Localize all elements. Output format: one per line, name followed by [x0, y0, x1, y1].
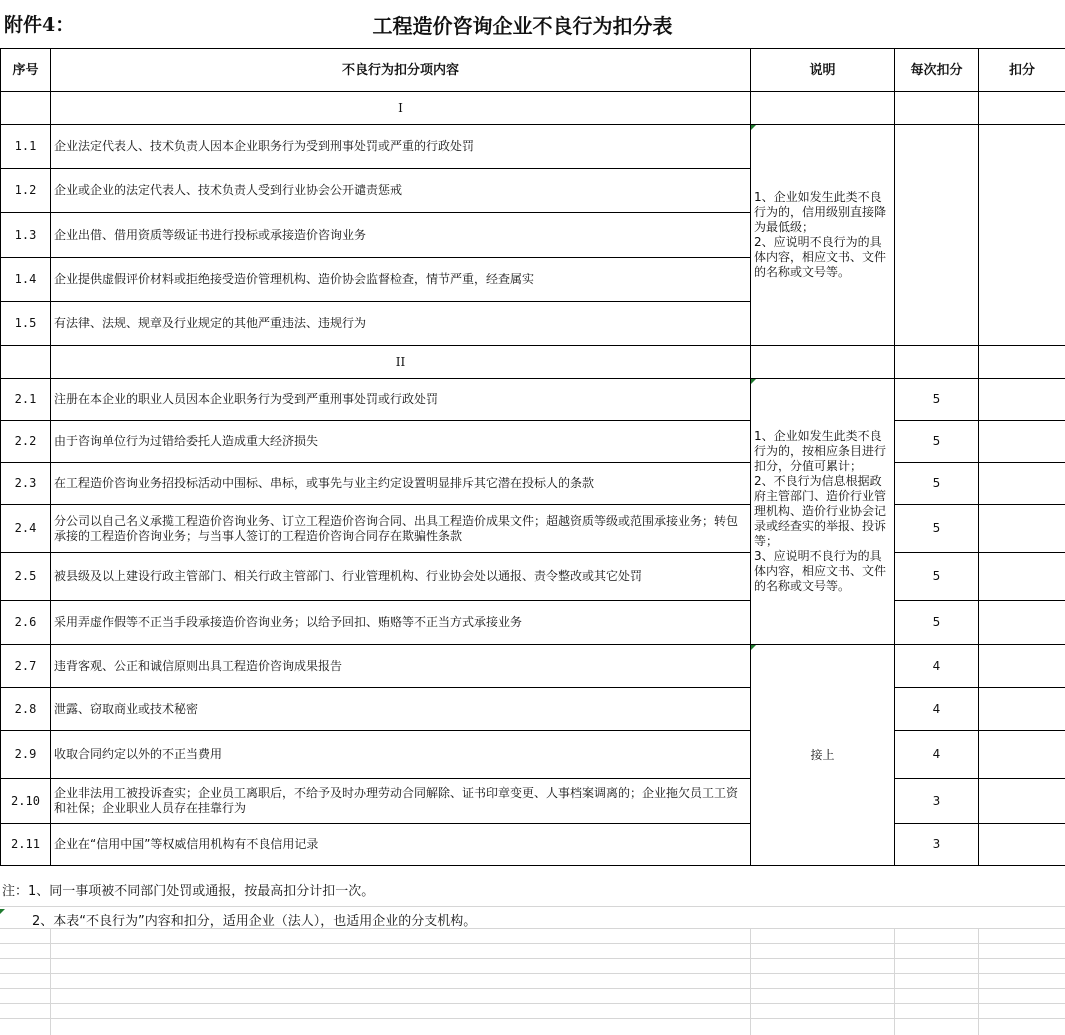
deduction-table: [0, 48, 1065, 866]
grid-line: [50, 928, 51, 1035]
table-cell[interactable]: [751, 92, 895, 125]
section1-note[interactable]: [751, 125, 895, 346]
row-per-deduction[interactable]: 5: [895, 553, 979, 601]
row-score[interactable]: [979, 645, 1065, 688]
grid-line: [978, 928, 979, 1035]
header-per-deduction[interactable]: 每次扣分: [895, 49, 979, 92]
table-cell[interactable]: [1, 346, 51, 379]
footnote-2[interactable]: 2、本表“不良行为”内容和扣分，适用企业（法人），也适用企业的分支机构。: [32, 914, 477, 929]
row-score[interactable]: [979, 505, 1065, 553]
row-per-deduction[interactable]: 5: [895, 601, 979, 645]
table-row: [1, 505, 1065, 553]
table-cell[interactable]: [979, 92, 1065, 125]
row-no[interactable]: 2.8: [1, 688, 51, 731]
table-header-row: [1, 49, 1065, 92]
row-no[interactable]: 2.6: [1, 601, 51, 645]
row-score[interactable]: [979, 824, 1065, 866]
sheet-title: [0, 10, 1065, 39]
row-score[interactable]: [979, 421, 1065, 463]
row-text[interactable]: 企业非法用工被投诉查实；企业员工离职后，不给予及时办理劳动合同解除、证书印章变更、人事档案调离的；企业拖欠员工工资和社保；企业职业人员存在挂靠行为: [51, 779, 751, 824]
row-score[interactable]: [979, 553, 1065, 601]
header-note[interactable]: 说明: [751, 49, 895, 92]
row-score[interactable]: [979, 379, 1065, 421]
table-row: [1, 645, 1065, 688]
table-row: [1, 731, 1065, 779]
section2-note-continued[interactable]: [751, 645, 895, 866]
grid-line: [0, 1018, 1065, 1019]
table-row: [1, 125, 1065, 169]
section-row-2: [1, 346, 1065, 379]
sheet-header: [0, 0, 1065, 48]
row-score[interactable]: [979, 731, 1065, 779]
table-row: [1, 463, 1065, 505]
row-per-deduction[interactable]: 5: [895, 463, 979, 505]
table-cell[interactable]: [979, 346, 1065, 379]
row-per-deduction[interactable]: 4: [895, 645, 979, 688]
row-score[interactable]: [979, 779, 1065, 824]
table-cell[interactable]: [895, 346, 979, 379]
grid-line: [0, 958, 1065, 959]
table-row: [1, 379, 1065, 421]
row-per-deduction[interactable]: 4: [895, 731, 979, 779]
table-row: [1, 824, 1065, 866]
grid-line: [0, 1003, 1065, 1004]
grid-line: [0, 988, 1065, 989]
row-per-deduction[interactable]: 3: [895, 824, 979, 866]
table-row: [1, 421, 1065, 463]
row-no[interactable]: 2.5: [1, 553, 51, 601]
row-score[interactable]: [979, 463, 1065, 505]
row-text[interactable]: 泄露、窃取商业或技术秘密: [51, 688, 751, 731]
row-no[interactable]: 1.1: [1, 125, 51, 169]
annex-label: 附件4：: [4, 14, 75, 36]
header-no[interactable]: 序号: [1, 49, 51, 92]
row-text[interactable]: 被县级及以上建设行政主管部门、相关行政主管部门、行业管理机构、行业协会处以通报、责令整改或其它处罚: [51, 553, 751, 601]
grid-line: [0, 906, 1065, 907]
row-text[interactable]: 企业在“信用中国”等权威信用机构有不良信用记录: [51, 824, 751, 866]
row-text[interactable]: 违背客观、公正和诚信原则出具工程造价咨询成果报告: [51, 645, 751, 688]
section2-note-text: 1、企业如发生此类不良行为的，按相应条目进行扣分，分值可累计； 2、不良行为信息根据政府主管部门、造价行业管理机构、造价行业协会记录或经查实的举报、投诉等； 3、应说明不良行为的具体内容，相应文书、文件的名称或文号等。: [754, 429, 887, 593]
table-cell[interactable]: [751, 346, 895, 379]
row-text[interactable]: 采用弄虚作假等不正当手段承接造价咨询业务；以给予回扣、贿赂等不正当方式承接业务: [51, 601, 751, 645]
header-item[interactable]: 不良行为扣分项内容: [51, 49, 751, 92]
table-row: [1, 553, 1065, 601]
grid-line: [750, 928, 751, 1035]
row-no[interactable]: 2.2: [1, 421, 51, 463]
header-score[interactable]: 扣分: [979, 49, 1065, 92]
row-text[interactable]: 企业出借、借用资质等级证书进行投标或承接造价咨询业务: [51, 213, 751, 258]
section1-note-text: 1、企业如发生此类不良行为的，信用级别直接降为最低级； 2、应说明不良行为的具体内容，相应文书、文件的名称或文号等。: [754, 190, 887, 279]
section-label-2[interactable]: II: [51, 346, 751, 379]
row-per-deduction[interactable]: 3: [895, 779, 979, 824]
grid-line: [0, 928, 1065, 929]
section1-per-cell[interactable]: [895, 125, 979, 346]
row-text[interactable]: 收取合同约定以外的不正当费用: [51, 731, 751, 779]
section2-note[interactable]: [751, 379, 895, 645]
row-no[interactable]: 2.10: [1, 779, 51, 824]
row-text[interactable]: 企业提供虚假评价材料或拒绝接受造价管理机构、造价协会监督检查，情节严重，经查属实: [51, 258, 751, 302]
row-per-deduction[interactable]: 5: [895, 421, 979, 463]
row-no[interactable]: 1.2: [1, 169, 51, 213]
row-text[interactable]: 企业或企业的法定代表人、技术负责人受到行业协会公开谴责惩戒: [51, 169, 751, 213]
row-text[interactable]: 有法律、法规、规章及行业规定的其他严重违法、违规行为: [51, 302, 751, 346]
row-text[interactable]: 企业法定代表人、技术负责人因本企业职务行为受到刑事处罚或严重的行政处罚: [51, 125, 751, 169]
row-text[interactable]: 分公司以自己名义承揽工程造价咨询业务、订立工程造价咨询合同、出具工程造价成果文件；超越资质等级或范围承接业务；转包承接的工程造价咨询业务；与当事人签订的工程造价咨询合同存在欺骗性条款: [51, 505, 751, 553]
sheet-title-text: 工程造价咨询企业不良行为扣分表: [372, 14, 673, 38]
row-no[interactable]: 2.1: [1, 379, 51, 421]
grid-line: [894, 928, 895, 1035]
footnote-1[interactable]: 注：1、同一事项被不同部门处罚或通报，按最高扣分计扣一次。: [2, 884, 375, 899]
cell-comment-marker: [0, 909, 5, 914]
row-no[interactable]: 2.9: [1, 731, 51, 779]
row-no[interactable]: 2.11: [1, 824, 51, 866]
table-cell[interactable]: [1, 92, 51, 125]
grid-line: [0, 943, 1065, 944]
table-cell[interactable]: [895, 92, 979, 125]
row-text[interactable]: 由于咨询单位行为过错给委托人造成重大经济损失: [51, 421, 751, 463]
section-row-1: [1, 92, 1065, 125]
table-row: [1, 601, 1065, 645]
row-text[interactable]: 注册在本企业的职业人员因本企业职务行为受到严重刑事处罚或行政处罚: [51, 379, 751, 421]
row-score[interactable]: [979, 688, 1065, 731]
row-no[interactable]: 2.7: [1, 645, 51, 688]
section2-note2-text: 接上: [810, 747, 835, 762]
table-row: [1, 688, 1065, 731]
section1-score-cell[interactable]: [979, 125, 1065, 346]
row-no[interactable]: 1.5: [1, 302, 51, 346]
row-per-deduction[interactable]: 5: [895, 379, 979, 421]
row-score[interactable]: [979, 601, 1065, 645]
row-per-deduction[interactable]: 4: [895, 688, 979, 731]
row-no[interactable]: 2.4: [1, 505, 51, 553]
row-no[interactable]: 2.3: [1, 463, 51, 505]
row-per-deduction[interactable]: 5: [895, 505, 979, 553]
row-no[interactable]: 1.4: [1, 258, 51, 302]
section-label-1[interactable]: I: [51, 92, 751, 125]
row-text[interactable]: 在工程造价咨询业务招投标活动中围标、串标，或事先与业主约定设置明显排斥其它潜在投标人的条款: [51, 463, 751, 505]
grid-line: [0, 973, 1065, 974]
sheet-footer: [0, 876, 1065, 1035]
table-row: [1, 779, 1065, 824]
row-no[interactable]: 1.3: [1, 213, 51, 258]
